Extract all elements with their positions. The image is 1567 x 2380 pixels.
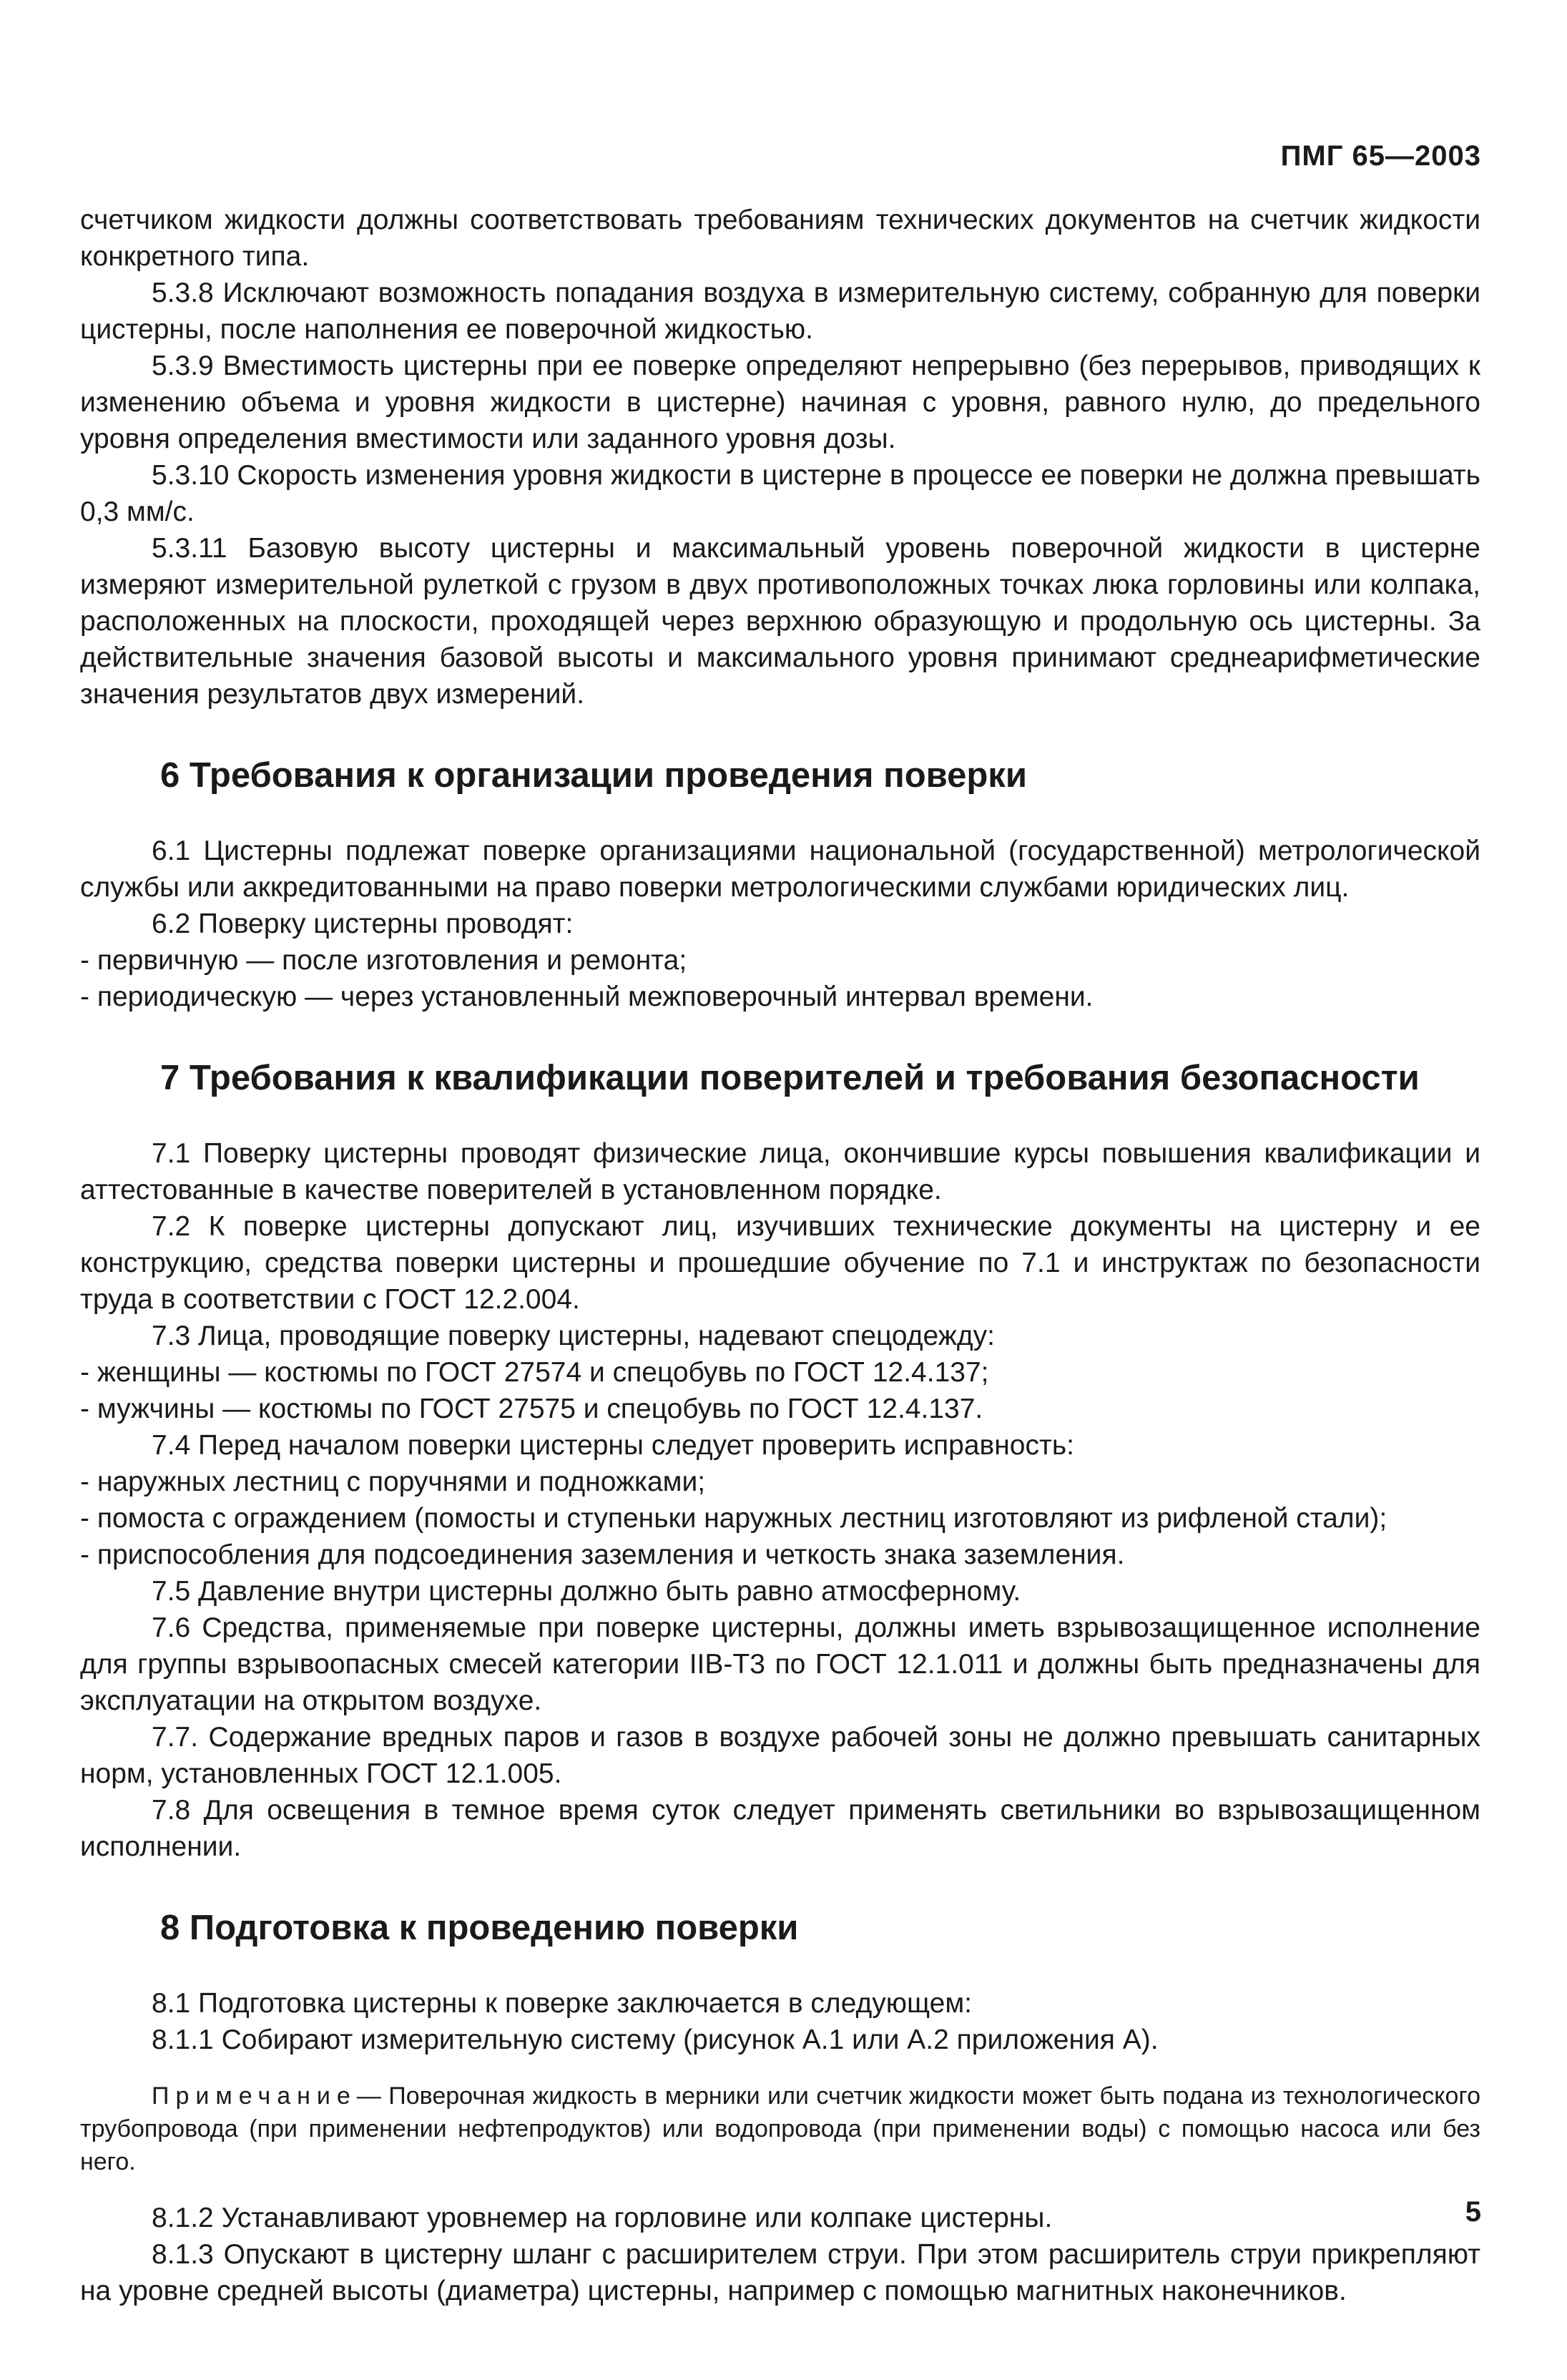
- paragraph-8-1-1: 8.1.1 Собирают измерительную систему (рисунок А.1 или А.2 приложения А).: [152, 2024, 1159, 2055]
- note-block: [80, 2080, 1480, 2178]
- section-6-heading: 6 Требования к организации проведения поверки: [160, 756, 1027, 795]
- paragraph-5-3-11: 5.3.11 Базовую высоту цистерны и максимальный уровень поверочной жидкости в цистерне измеряют измерительной рулеткой с грузом в двух противоположных точках люка горловины или колпака, расположенных на плоскости, проходящей через верхнюю образующую и продольную ось цистерны. За действительные значения базовой высоты и максимального уровня принимают среднеарифметические значения результатов двух измерений.: [80, 533, 1480, 710]
- page-number: 5: [1465, 2196, 1481, 2228]
- paragraph-5-3-8: 5.3.8 Исключают возможность попадания воздуха в измерительную систему, собранную для поверки цистерны, после наполнения ее поверочной жидкостью.: [80, 278, 1480, 345]
- list-item: - мужчины — костюмы по ГОСТ 27575 и спецобувь по ГОСТ 12.4.137.: [80, 1394, 983, 1424]
- paragraph-continued: счетчиком жидкости должны соответствовать требованиям технических документов на счетчик жидкости конкретного типа.: [80, 205, 1480, 272]
- document-code-header: ПМГ 65—2003: [1280, 140, 1481, 172]
- paragraph-8-1-3: 8.1.3 Опускают в цистерну шланг с расширителем струи. При этом расширитель струи прикрепляют на уровне средней высоты (диаметра) цистерны, например с помощью магнитных наконечников.: [80, 2239, 1480, 2306]
- paragraph-8-1-2: 8.1.2 Устанавливают уровнемер на горловине или колпаке цистерны.: [152, 2203, 1053, 2233]
- paragraph-8-1: 8.1 Подготовка цистерны к поверке заключается в следующем:: [152, 1988, 973, 2019]
- section-7-heading: 7 Требования к квалификации поверителей и требования безопасности: [160, 1059, 1420, 1097]
- paragraph-7-6: 7.6 Средства, применяемые при поверке цистерны, должны иметь взрывозащищенное исполнение для группы взрывоопасных смесей категории IIВ-Т3 по ГОСТ 12.1.011 и должны быть предназначены для эксплуатации на открытом воздухе.: [80, 1612, 1480, 1716]
- paragraph-7-3: 7.3 Лица, проводящие поверку цистерны, надевают спецодежду:: [152, 1321, 995, 1351]
- note-text: — Поверочная жидкость в мерники или счетчик жидкости может быть подана из технологического трубопровода (при применении нефтепродуктов) или водопровода (при применении воды) с помощью насоса или без него.: [80, 2082, 1480, 2175]
- paragraph-5-3-10: 5.3.10 Скорость изменения уровня жидкости в цистерне в процессе ее поверки не должна превышать 0,3 мм/с.: [80, 460, 1480, 527]
- list-item: - периодическую — через установленный межповерочный интервал времени.: [80, 981, 1094, 1012]
- paragraph-7-1: 7.1 Поверку цистерны проводят физические лица, окончившие курсы повышения квалификации и аттестованные в качестве поверителей в установленном порядке.: [80, 1138, 1480, 1205]
- paragraph-6-2: 6.2 Поверку цистерны проводят:: [152, 909, 574, 939]
- paragraph-7-8: 7.8 Для освещения в темное время суток следует применять светильники во взрывозащищенном исполнении.: [80, 1795, 1480, 1862]
- list-item: - женщины — костюмы по ГОСТ 27574 и спецобувь по ГОСТ 12.4.137;: [80, 1357, 989, 1388]
- list-item: - помоста с ограждением (помосты и ступеньки наружных лестниц изготовляют из рифленой стали);: [80, 1503, 1387, 1534]
- note-label: Примечание: [152, 2082, 357, 2110]
- list-item: - приспособления для подсоединения заземления и четкость знака заземления.: [80, 1539, 1125, 1570]
- document-body: [80, 202, 1480, 2309]
- paragraph-7-5: 7.5 Давление внутри цистерны должно быть равно атмосферному.: [152, 1576, 1021, 1607]
- paragraph-6-1: 6.1 Цистерны подлежат поверке организациями национальной (государственной) метрологической службы или аккредитованными на право поверки метрологическими службами юридических лиц.: [80, 836, 1480, 903]
- paragraph-5-3-9: 5.3.9 Вместимость цистерны при ее поверке определяют непрерывно (без перерывов, приводящих к изменению объема и уровня жидкости в цистерне) начиная с уровня, равного нулю, до предельного уровня определения вместимости или заданного уровня дозы.: [80, 351, 1480, 454]
- list-item: - первичную — после изготовления и ремонта;: [80, 945, 687, 976]
- section-8-heading: 8 Подготовка к проведению поверки: [160, 1909, 799, 1947]
- paragraph-7-7: 7.7. Содержание вредных паров и газов в воздухе рабочей зоны не должно превышать санитарных норм, установленных ГОСТ 12.1.005.: [80, 1722, 1480, 1789]
- paragraph-7-4: 7.4 Перед началом поверки цистерны следует проверить исправность:: [152, 1430, 1074, 1461]
- paragraph-7-2: 7.2 К поверке цистерны допускают лиц, изучивших технические документы на цистерну и ее конструкцию, средства поверки цистерны и прошедшие обучение по 7.1 и инструктаж по безопасности труда в соответствии с ГОСТ 12.2.004.: [80, 1211, 1480, 1315]
- list-item: - наружных лестниц с поручнями и подножками;: [80, 1466, 706, 1497]
